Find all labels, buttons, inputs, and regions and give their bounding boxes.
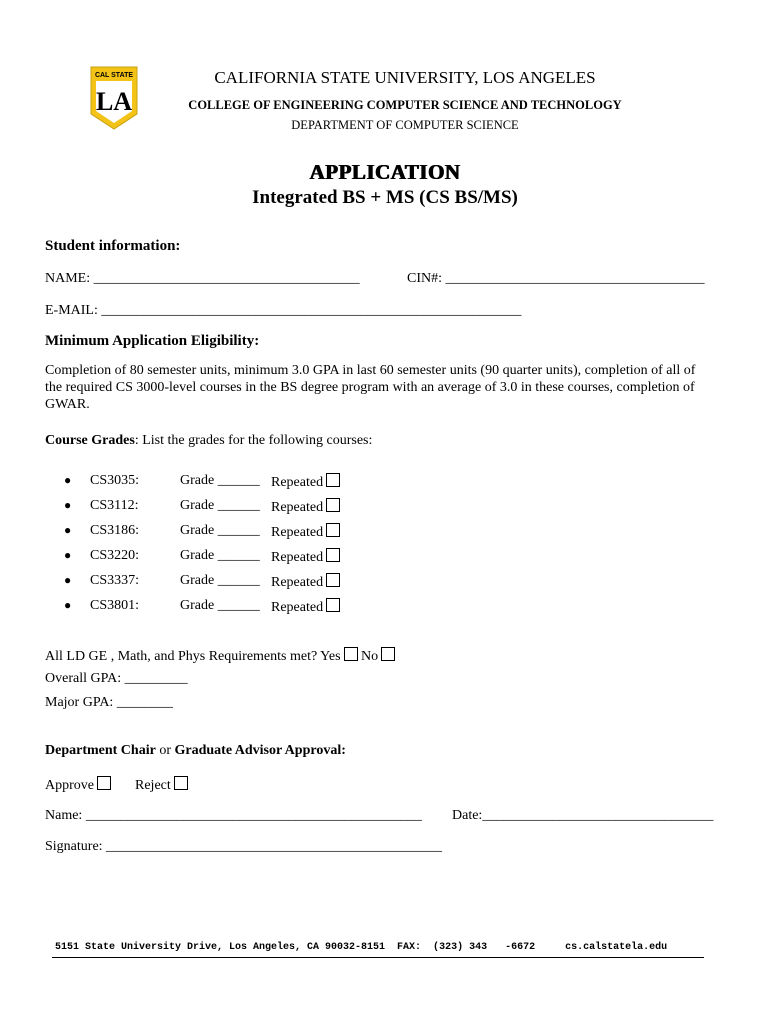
bullet-icon: ●	[64, 548, 72, 562]
logo-top-text: CAL STATE	[94, 72, 134, 79]
repeated-label: Repeated	[271, 525, 324, 540]
footer-address: 5151 State University Drive, Los Angeles, CA 90032-8151 FAX: (323) 343 -6672 cs.calstatela.edu	[55, 942, 668, 953]
repeated-option	[271, 473, 340, 491]
course-grades-label: Course Grades	[45, 433, 135, 448]
reject-option	[135, 776, 188, 794]
grade-field[interactable]: Grade ______	[180, 598, 260, 613]
reject-checkbox[interactable]	[174, 776, 188, 790]
repeated-label: Repeated	[271, 600, 324, 615]
signature-field[interactable]: Signature: ________________________________________________	[45, 839, 443, 854]
course-code: CS3337:	[90, 573, 140, 588]
bullet-icon: ●	[64, 498, 72, 512]
repeated-checkbox[interactable]	[326, 598, 340, 612]
approval-heading-or: or	[155, 743, 175, 758]
reject-label: Reject	[135, 778, 171, 793]
course-grades-text: : List the grades for the following courses:	[134, 433, 373, 448]
repeated-option	[271, 573, 340, 591]
repeated-checkbox[interactable]	[326, 498, 340, 512]
application-title: APPLICATION	[309, 160, 461, 184]
approve-label: Approve	[45, 778, 94, 793]
eligibility-heading: Minimum Application Eligibility:	[45, 333, 260, 349]
cin-field[interactable]: CIN#: _____________________________________	[407, 271, 705, 286]
approve-checkbox[interactable]	[97, 776, 111, 790]
repeated-label: Repeated	[271, 550, 324, 565]
repeated-label: Repeated	[271, 500, 324, 515]
grade-field[interactable]: Grade ______	[180, 573, 260, 588]
course-code: CS3035:	[90, 473, 140, 488]
requirements-question	[45, 647, 395, 665]
course-grades-instruction	[45, 433, 372, 449]
major-gpa-field[interactable]: Major GPA: ________	[45, 695, 173, 710]
repeated-checkbox[interactable]	[326, 523, 340, 537]
approval-heading-advisor: Graduate Advisor Approval:	[174, 743, 346, 758]
approval-heading	[45, 743, 346, 759]
no-checkbox[interactable]	[381, 647, 395, 661]
repeated-option	[271, 523, 340, 541]
eligibility-text: Completion of 80 semester units, minimum 3.0 GPA in last 60 semester units (90 quarter units), completion of all of the required CS 3000-level courses in the BS degree program with an average of 3.0 in these courses, completion of GWAR.	[45, 363, 696, 412]
repeated-option	[271, 498, 340, 516]
logo-letters: LA	[95, 87, 133, 116]
grade-field[interactable]: Grade ______	[180, 473, 260, 488]
program-subtitle: Integrated BS + MS (CS BS/MS)	[252, 187, 518, 208]
college-name: COLLEGE OF ENGINEERING COMPUTER SCIENCE AND TECHNOLOGY	[188, 98, 622, 112]
email-field[interactable]: E-MAIL: ____________________________________________________________	[45, 303, 522, 318]
approve-option	[45, 776, 111, 794]
repeated-checkbox[interactable]	[326, 473, 340, 487]
bullet-icon: ●	[64, 523, 72, 537]
requirements-question-text: All LD GE , Math, and Phys Requirements met? Yes	[45, 649, 341, 664]
approver-name-field[interactable]: Name: ________________________________________________	[45, 808, 422, 823]
bullet-icon: ●	[64, 473, 72, 487]
footer-divider	[52, 957, 704, 958]
repeated-label: Repeated	[271, 475, 324, 490]
course-code: CS3112:	[90, 498, 139, 513]
course-code: CS3186:	[90, 523, 140, 538]
approval-date-field[interactable]: Date:_________________________________	[452, 808, 714, 823]
overall-gpa-field[interactable]: Overall GPA: _________	[45, 671, 188, 686]
grade-field[interactable]: Grade ______	[180, 498, 260, 513]
repeated-label: Repeated	[271, 575, 324, 590]
bullet-icon: ●	[64, 598, 72, 612]
repeated-option	[271, 548, 340, 566]
course-code: CS3220:	[90, 548, 140, 563]
grade-field[interactable]: Grade ______	[180, 523, 260, 538]
yes-checkbox[interactable]	[344, 647, 358, 661]
name-field[interactable]: NAME: ______________________________________	[45, 271, 360, 286]
repeated-option	[271, 598, 340, 616]
no-label: No	[361, 649, 379, 664]
approval-heading-chair: Department Chair	[45, 743, 156, 758]
bullet-icon: ●	[64, 573, 72, 587]
grade-field[interactable]: Grade ______	[180, 548, 260, 563]
student-info-heading: Student information:	[45, 238, 181, 254]
repeated-checkbox[interactable]	[326, 573, 340, 587]
repeated-checkbox[interactable]	[326, 548, 340, 562]
department-name: DEPARTMENT OF COMPUTER SCIENCE	[291, 118, 519, 132]
course-code: CS3801:	[90, 598, 140, 613]
university-name: CALIFORNIA STATE UNIVERSITY, LOS ANGELES	[214, 68, 596, 87]
